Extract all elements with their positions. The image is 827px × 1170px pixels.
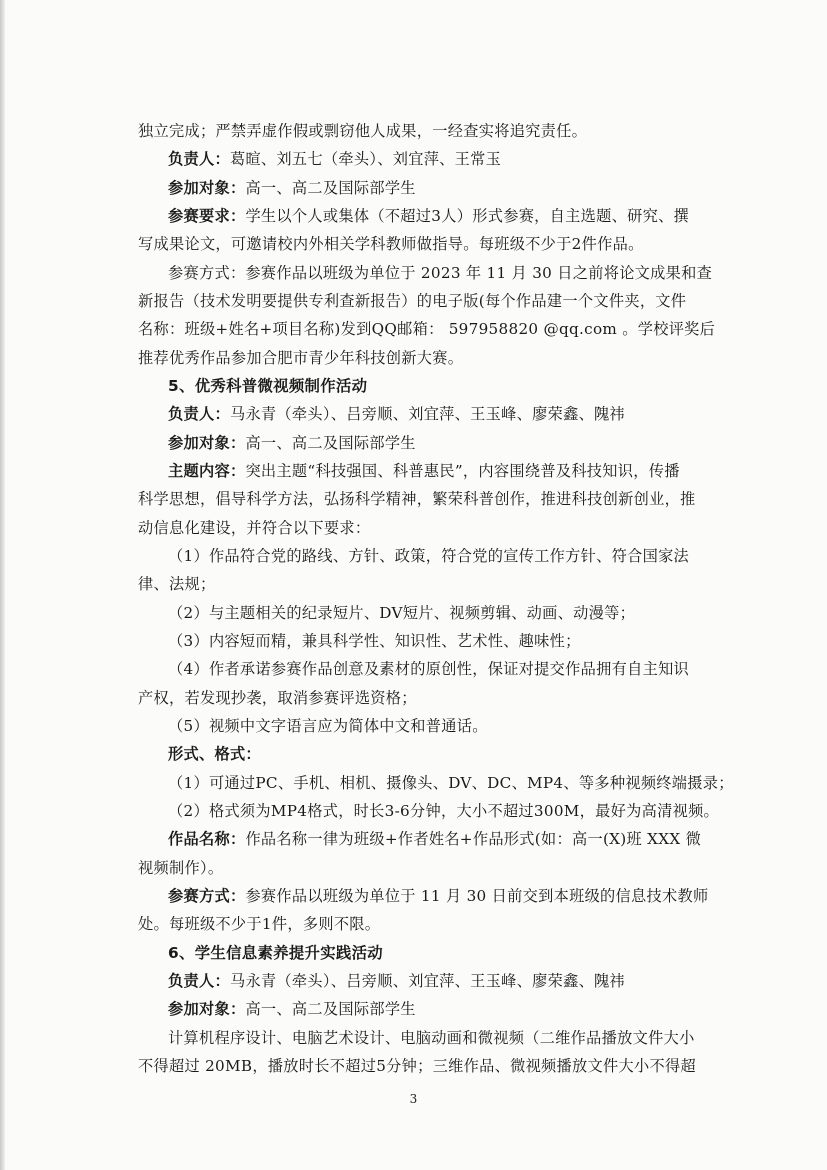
text-line: 参赛方式：参赛作品以班级为单位于 11 月 30 日前交到本班级的信息技术教师 (168, 887, 709, 905)
text-line: （5）视频中文字语言应为简体中文和普通话。 (168, 717, 488, 735)
text-line: 作品名称：作品名称一律为班级+作者姓名+作品形式(如：高一(X)班 XXX 微 (168, 830, 702, 848)
text-line: 律、法规； (138, 575, 216, 593)
text-line: 参加对象：高一、高二及国际部学生 (168, 179, 416, 197)
scan-edge (0, 0, 5, 1170)
text-line: 不得超过 20MB，播放时长不超过5分钟；三维作品、微视频播放文件大小不得超 (138, 1057, 696, 1075)
text-line: 负责人：马永青（牵头）、吕旁顺、刘宜萍、王玉峰、廖荣鑫、隗祎 (168, 405, 626, 423)
section-heading: 5、优秀科普微视频制作活动 (168, 377, 368, 395)
text-line: 参加对象：高一、高二及国际部学生 (168, 434, 416, 452)
text-line: 参加对象：高一、高二及国际部学生 (168, 1000, 416, 1018)
text-line: 负责人：葛暄、刘五七（牵头）、刘宜萍、王常玉 (168, 150, 502, 168)
section-heading: 6、学生信息素养提升实践活动 (168, 944, 383, 962)
text-line: 形式、格式： (168, 745, 261, 763)
text-line: 计算机程序设计、电脑艺术设计、电脑动画和微视频（二维作品播放文件大小 (168, 1029, 695, 1047)
text-line: （2）与主题相关的纪录短片、DV短片、视频剪辑、动画、动漫等； (168, 604, 636, 622)
text-line: （2）格式须为MP4格式，时长3-6分钟，大小不超过300M，最好为高清视频。 (168, 802, 720, 820)
text-line: （1）可通过PC、手机、相机、摄像头、DV、DC、MP4、等多种视频终端摄录； (168, 774, 734, 792)
text-line: 科学思想，倡导科学方法，弘扬科学精神，繁荣科普创作，推进科技创新创业，推 (138, 490, 696, 508)
text-line: （4）作者承诺参赛作品创意及素材的原创性，保证对提交作品拥有自主知识 (168, 660, 690, 678)
text-line: 新报告（技术发明要提供专利查新报告）的电子版(每个作品建一个文件夹，文件 (138, 292, 687, 310)
text-line: 负责人：马永青（牵头）、吕旁顺、刘宜萍、王玉峰、廖荣鑫、隗祎 (168, 972, 626, 990)
text-line: 参赛方式：参赛作品以班级为单位于 2023 年 11 月 30 日之前将论文成果和查 (168, 264, 713, 282)
text-line: 产权，若发现抄袭，取消参赛评选资格； (138, 689, 417, 707)
text-line: 推荐优秀作品参加合肥市青少年科技创新大赛。 (138, 349, 464, 367)
text-line: 处。每班级不少于1件，多则不限。 (138, 915, 381, 933)
text-line: 动信息化建设，并符合以下要求： (138, 519, 371, 537)
text-line: 写成果论文，可邀请校内外相关学科教师做指导。每班级不少于2件作品。 (138, 235, 644, 253)
text-line: 视频制作）。 (138, 859, 224, 877)
text-line: 主题内容：突出主题“科技强国、科普惠民”，内容围绕普及科技知识，传播 (168, 462, 680, 480)
text-line: 独立完成；严禁弄虚作假或剽窃他人成果，一经查实将追究责任。 (138, 122, 588, 140)
text-line: 名称：班级+姓名+项目名称)发到QQ邮箱： 597958820 @qq.com 。学校评奖后 (138, 320, 716, 338)
text-line: （3）内容短而精，兼具科学性、知识性、艺术性、趣味性； (168, 632, 581, 650)
page-number: 3 (409, 1092, 418, 1106)
text-line: 参赛要求：学生以个人或集体（不超过3人）形式参赛，自主选题、研究、撰 (168, 207, 690, 225)
text-line: （1）作品符合党的路线、方针、政策，符合党的宣传工作方针、符合国家法 (168, 547, 690, 565)
